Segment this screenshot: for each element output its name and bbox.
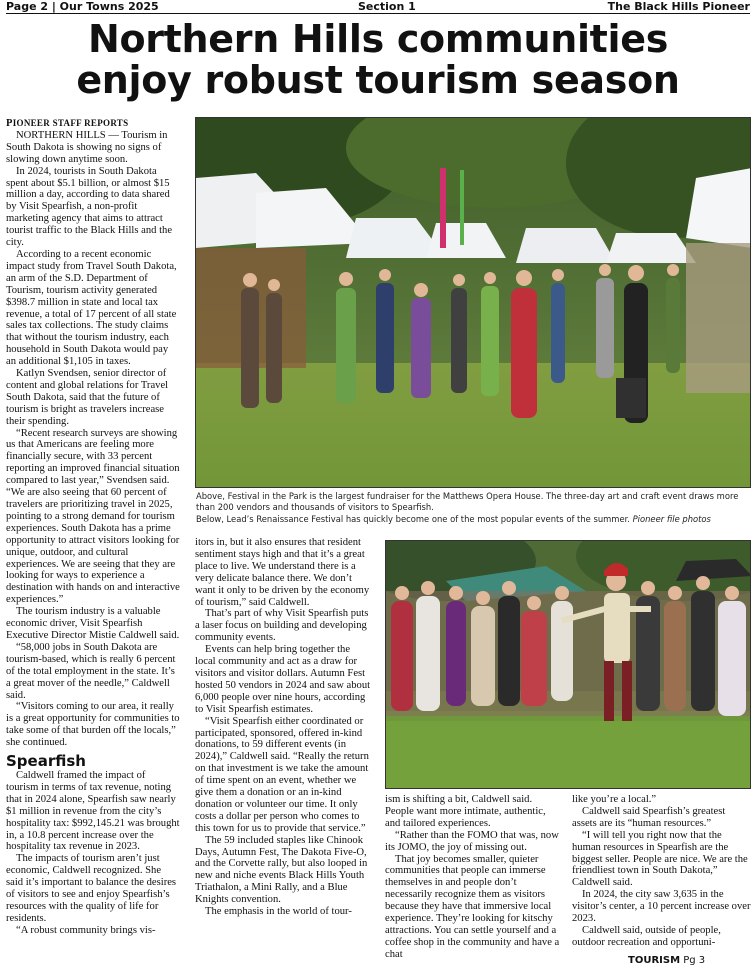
paragraph: “58,000 jobs in South Dakota are tourism-based, which is really 6 percent of the total employment in the state. It’s a great mover of the needle,” Caldwell said. [6,641,176,701]
paragraph: NORTHERN HILLS — Tourism in South Dakota is showing no signs of slowing down anytime soon. [6,129,168,165]
article-column-3 [385,794,562,961]
paragraph: The 59 included staples like Chinook Days, Autumn Fest, The Dakota Five-O, and the Corvette rally, but also looped in new and niche events Black Hills Youth Triathalon, a Mini Rally, and a Blue Knights convention. [195,834,368,906]
paragraph: The tourism industry is a valuable economic driver, Visit Spearfish Executive Director Mistie Caldwell said. [6,606,180,641]
page-header [6,0,750,14]
paragraph: The emphasis in the world of tour- [205,906,352,918]
paragraph: “Recent research surveys are showing us that Americans are feeling more financially secure, with 33 percent reporting an improved financial situation compared to last year,” Svendsen said. “We are also seeing that 60 percent of travelers are prioritizing travel in 2025, pointing to a strong demand for tourism experiences. South Dakota has a prime opportunity to attract visitors looking for unique, outdoor, and cultural experiences. We are seeing that they are looking for ways to experience a destination with hands on and interactive experiences.” [6,427,180,606]
page-footer [628,955,705,966]
paragraph: “I will tell you right now that the human resources in Spearfish are the biggest seller. People are nice. We are the friendliest town in South Dakota,” Caldwell said. [572,829,748,889]
photo-credit: Pioneer file photos [632,513,711,524]
festival-photo-image [196,118,751,488]
section-subhead: Spearfish [6,752,86,771]
article-column-1 [6,118,180,937]
paragraph: “Visit Spearfish either coordinated or participated, sponsored, offered in-kind donations, to 59 different events (in 2024),” Caldwell said. “Really the return on that investment is we take the amount of time spent on an event, whether we give them a donation or an in-kind donation or volunteer our time. It only costs a dollar per person who comes to this town for us to provide that service.” [195,715,369,834]
paragraph: itors in, but it also ensures that resident sentiment stays high and that it’s a great place to live. We understand there is a very delicate balance there. We don’t want it only to be driven by the economy of tourism,” said Caldwell. [195,537,370,608]
paragraph: ism is shifting a bit, Caldwell said. People want more intimate, authentic, and tailored experiences. [385,794,546,829]
header-publication: The Black Hills Pioneer [607,0,750,13]
footer-section: TOURISM [628,955,681,966]
renaissance-photo [385,540,751,789]
byline: PIONEER STAFF REPORTS [6,118,129,129]
paragraph: Caldwell said Spearfish’s greatest assets are its “human resources.” [572,805,726,829]
article-column-4 [572,794,752,949]
caption-line-1: Above, Festival in the Park is the largest fundraiser for the Matthews Opera House. The three-day art and craft event draws more than 200 vendors and thousands of visitors to Spearfish. [196,491,739,513]
paragraph: Events can help bring together the local community and act as a draw for visitors and visitor dollars. Autumn Fest hosted 50 vendors in 2024 and saw about 6,000 people over nine hours, according to Visit Spearfish estimates. [195,644,371,715]
paragraph: Katlyn Svendsen, senior director of content and global relations for Travel South Dakota, said that the future of tourism is bright as travelers increase their spending. [6,368,169,427]
footer-page: Pg 3 [683,955,706,966]
header-page-info: Page 2 | Our Towns 2025 [6,0,159,13]
paragraph: Caldwell framed the impact of tourism in terms of tax revenue, noting that in 2024 alone, Spearfish saw nearly $1 million in revenue from the city’s hospitality tax: $992,145.21 was brought in, a 10.8 percent increase over the hospitality tax revenue in 2023. [6,770,180,853]
paragraph: In 2024, tourists in South Dakota spent about $5.1 billion, or almost $15 million a day, according to data shared by Visit Spearfish, a non-profit marketing agency that aims to attract tourist traffic to the Black Hills and the city. [6,165,173,249]
article-headline [0,19,756,101]
paragraph: “A robust community brings vis- [16,924,156,936]
headline-line-2: enjoy robust tourism season [76,58,680,102]
headline-line-1: Northern Hills communities [87,17,669,61]
paragraph: That joy becomes smaller, quieter communities that people can immerse themselves in and people don’t necessarily recognize them as visitors because they have that immersive local experience. They’re looking for kitschy attractions. You can settle yourself and a coffee shop in the community and have a chat [385,853,560,960]
photo-caption [196,491,752,525]
paragraph: like you’re a local.” [572,794,657,805]
caption-line-2: Below, Lead’s Renaissance Festival has quickly become one of the most popular events of the summer. Pioneer file photos [196,513,711,524]
paragraph: The impacts of tourism aren’t just economic, Caldwell recognized. She said it’s important to balance the desires of visitors to see and enjoy Spearfish’s resources with the quality of life for residents. [6,853,177,924]
festival-photo [195,117,751,488]
paragraph: “Rather than the FOMO that was, now its JOMO, the joy of missing out. [385,829,559,853]
paragraph: In 2024, the city saw 3,635 in the visitor’s center, a 10 percent increase over 2023. [572,889,751,925]
paragraph: According to a recent economic impact study from Travel South Dakota, an arm of the S.D. Department of Tourism, tourism activity generated $398.7 million in state and local tax revenue, a total of 17 percent of all state sales tax collections. The study claims that without the tourism industry, each household in South Dakota would pay an additional $1,105 in taxes. [6,248,177,368]
paragraph: “Visitors coming to our area, it really is a great opportunity for communities to take some of that burden off the locals,” she continued. [6,701,180,749]
article-column-2 [195,537,372,918]
paragraph: Caldwell said, outside of people, outdoor recreation and opportuni- [572,924,721,948]
header-section: Section 1 [358,0,416,13]
renaissance-photo-image [386,541,751,789]
paragraph: That’s part of why Visit Spearfish puts a laser focus on building and developing community events. [195,608,369,644]
